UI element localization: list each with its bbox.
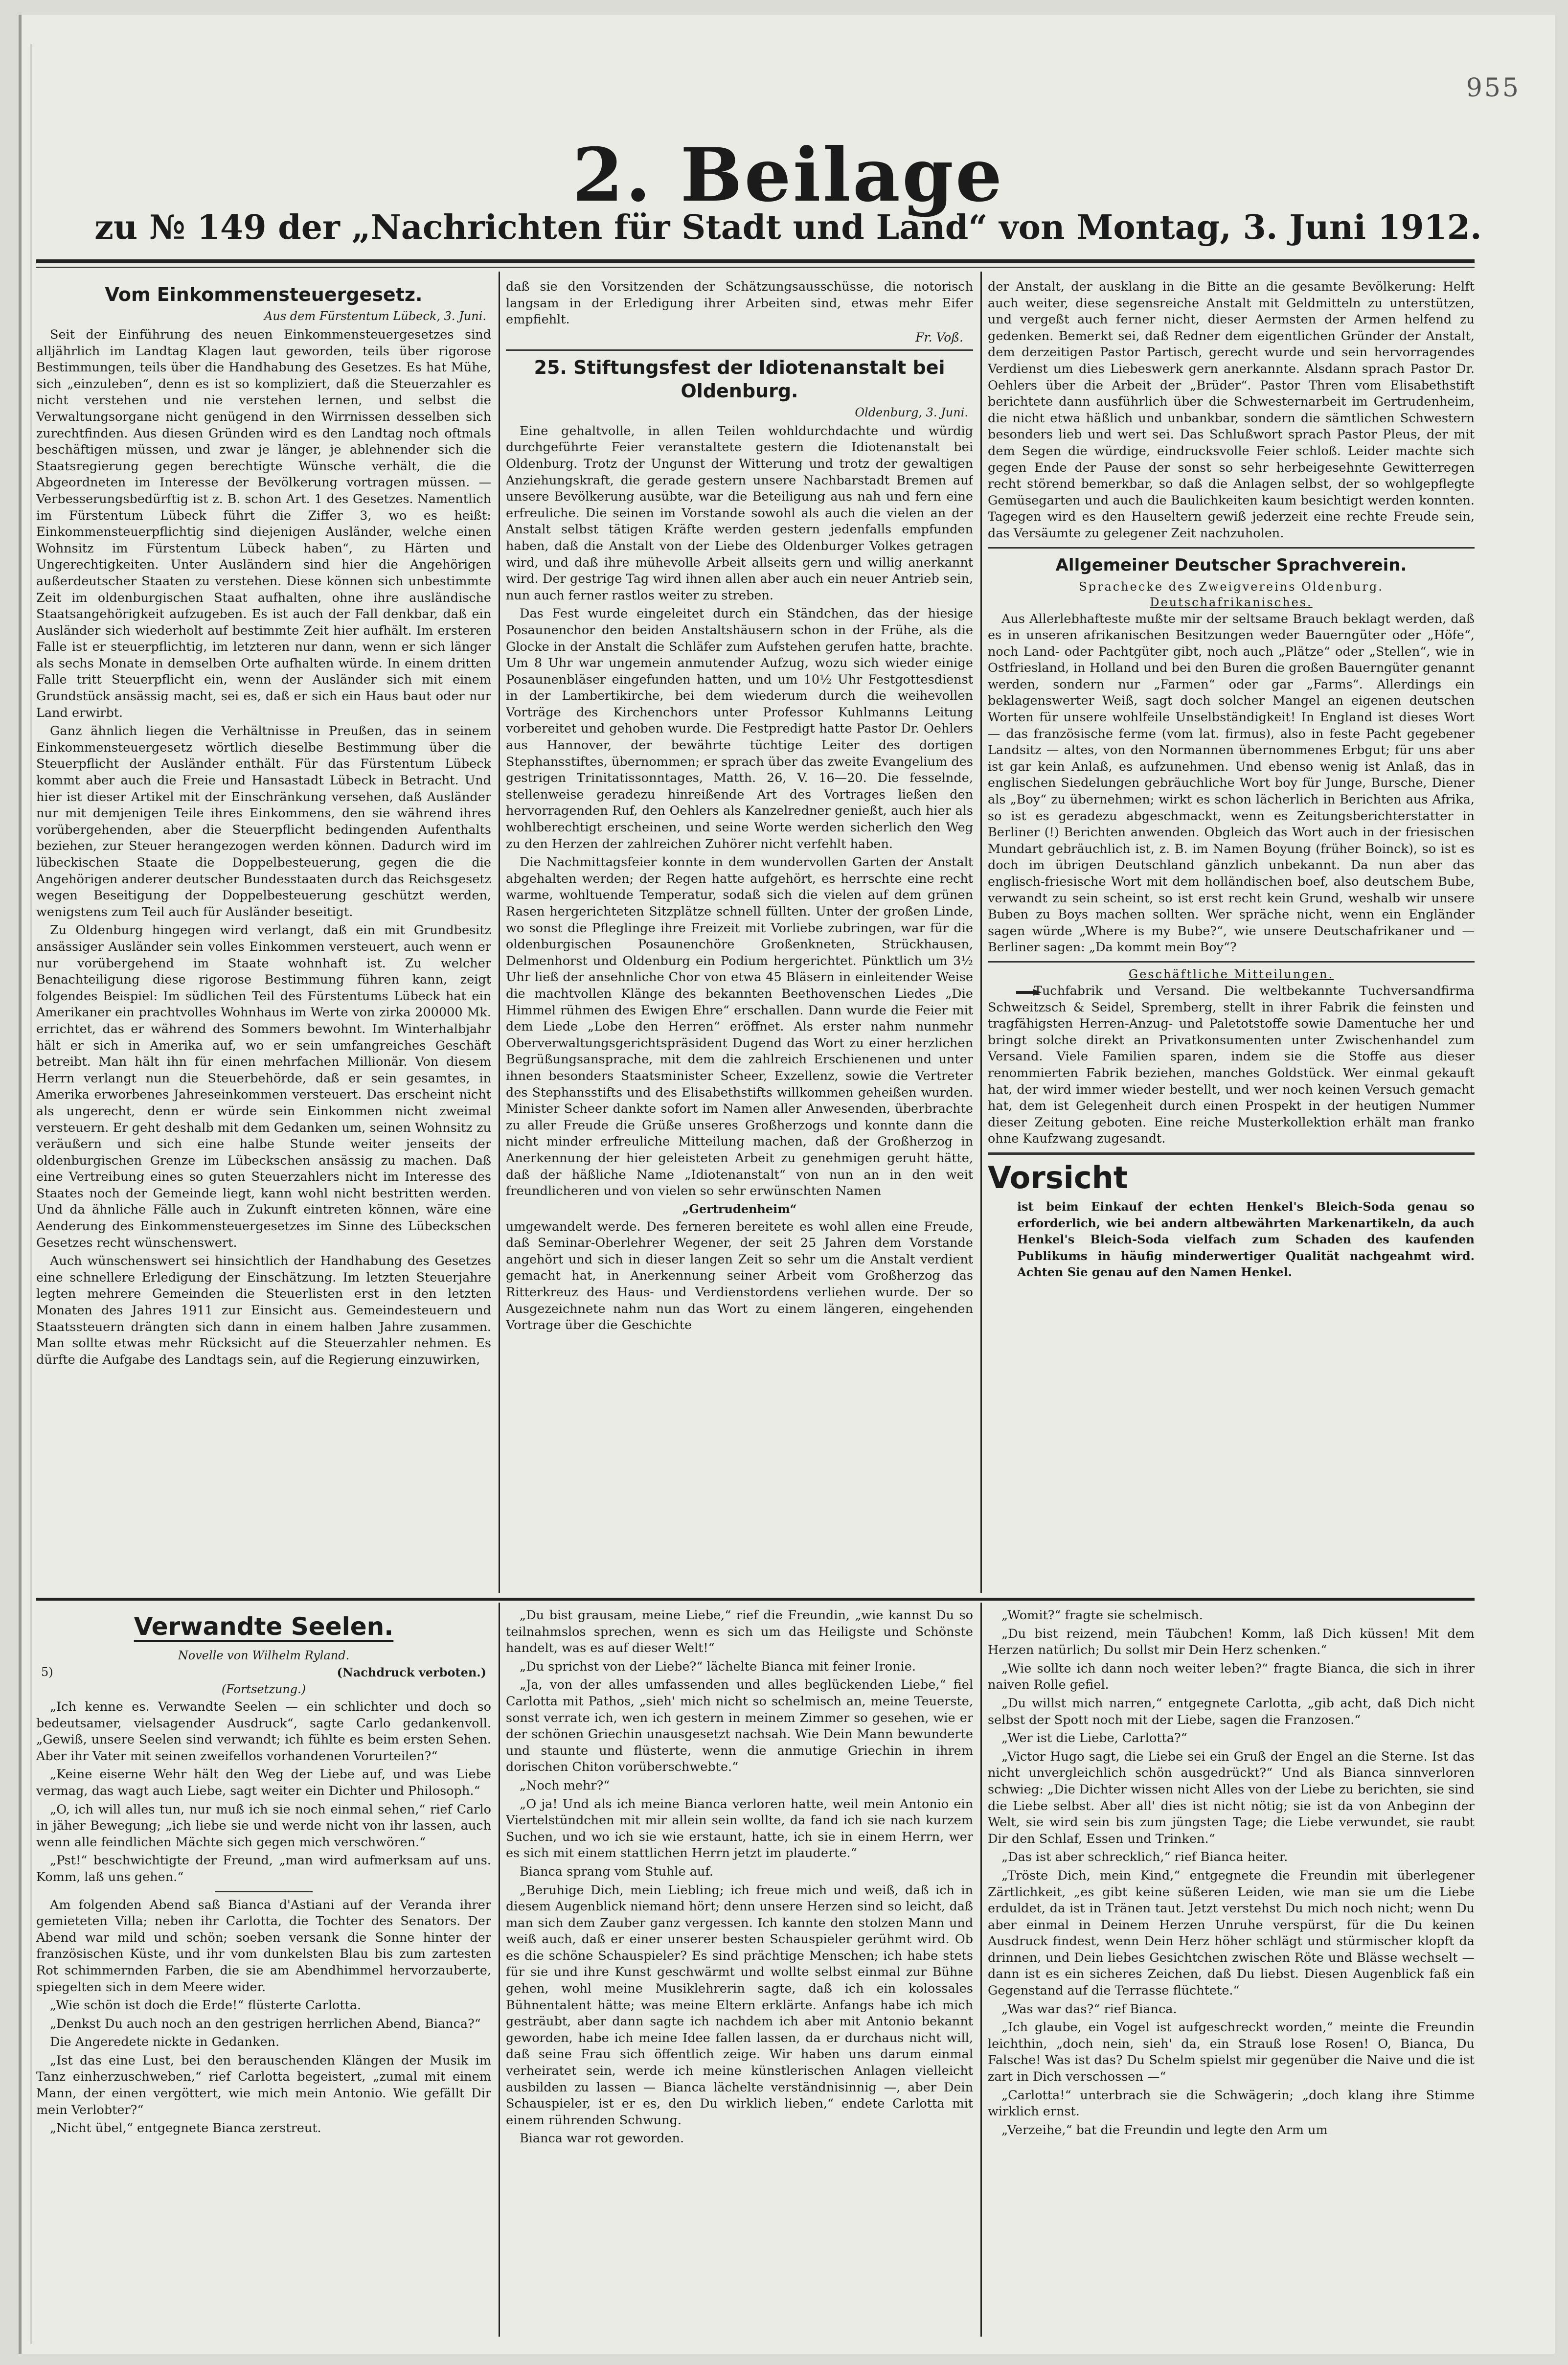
novel-paragraph: „Ich kenne es. Verwandte Seelen — ein schlichter und doch so bedeutsamer, vielsagender Ausdruck“, sagte Carlo gedankenvoll. „Gewiß, unsere Seelen sind verwandt; ich fühlte es beim ersten Sehen. Aber ihr Vater mit seinen zweifellos vorhandenen Vorurteilen?“	[36, 1699, 491, 1764]
novel-paragraph: Bianca sprang vom Stuhle auf.	[520, 1864, 713, 1879]
novel-paragraph: „Nicht übel,“ entgegnete Bianca zerstreut.	[50, 2121, 321, 2136]
article-dateline: Aus dem Fürstentum Lübeck, 3. Juni.	[264, 309, 486, 323]
novel-paragraph: „Ist das eine Lust, bei den berauschenden Klängen der Musik im Tanz einherzuschweben,“ rief Carlotta begeistert, „zumal mit einem Mann, der einen vergöttert, wie mich mein Antonio. Wie gefällt Dir mein Verlobter?“	[36, 2053, 491, 2117]
novel-paragraph: Am folgenden Abend saß Bianca d'Astiani auf der Veranda ihrer gemieteten Villa; neben ihr Carlotta, die Tochter des Senators. Der Abend war mild und schön; soeben versank die Sonne hinter der französischen Küste, und ihr vom dunkelsten Blau bis zum zartesten Rot schimmernden Farben, die sie am Abendhimmel hervorzauberte, spiegelten sich in dem Meere wider.	[36, 1897, 491, 1995]
supplement-subtitle: zu № 149 der „Nachrichten für Stadt und Land“ von Montag, 3. Juni 1912.	[94, 208, 1482, 247]
novel-part: 5)	[41, 1665, 53, 1679]
article-paragraph: Das Fest wurde eingeleitet durch ein Ständchen, das der hiesige Posaunenchor den beiden Anstaltshäusern schon in der Frühe, als die Glocke in der Anstalt die Schläfer zum Aufstehen gerufen hatte, brachte. Um 8 Uhr war ungemein anmutender Aufzug, wozu sich wieder einige Posaunenbläser eingefunden hatten, und um 10½ Uhr Festgottesdienst in der Lambertikirche, bei dem wiederum durch die weihevollen Vorträge des Kirchenchors unter Professor Kuhlmanns Leitung vorbereitet und gehoben wurde. Die Festpredigt hatte Pastor Dr. Oehlers aus Hannover, der bewährte tüchtige Leiter des dortigen Stephansstiftes, übernommen; er sprach über das zweite Evangelium des gestrigen Trinitatissonntages, Matth. 26, V. 16—20. Die fesselnde, stellenweise geradezu hinreißende Art des Vortrages ließen den hervorragenden Ruf, den Oehlers als Kanzelredner genießt, auch hier als wohlberechtigt erscheinen, und seine Worte werden sicherlich den Weg zu den Herzen der zahlreichen Zuhörer nicht verfehlt haben.	[506, 606, 973, 851]
article-paragraph: der Anstalt, der ausklang in die Bitte an die gesamte Bevölkerung: Helft auch weiter, diese segensreiche Anstalt mit Geldmitteln zu unterstützen, und vergeßt auch ferner nicht, dieser Aermsten der Armen helfend zu gedenken. Bemerkt sei, daß Redner dem eigentlichen Gründer der Anstalt, dem derzeitigen Pastor Partisch, gerecht wurde und sein hervorragendes Verdienst um dies Liebeswerk gern anerkannte. Alsdann sprach Pastor Dr. Oehlers über die Arbeit der „Brüder“. Pastor Thren vom Elisabethstift berichtete dann ausführlich über die Schwesternarbeit im Gertrudenheim, die nicht etwa häßlich und unbankbar, sondern die sämtlichen Schwestern besonders lieb und wert sei. Das Schlußwort sprach Pastor Pleus, der mit dem Segen die würdige, eindrucksvolle Feier schloß. Leider machte sich gegen Ende der Pause der sonst so sehr herbeigesehnte Gewitterregen recht störend bemerkbar, so daß die Anlagen selbst, der so wohlgepflegte Gemüsegarten und auch die Baulichkeiten kaum besichtigt werden konnten. Tagegen wird es den Hauseltern gewiß jederzeit eine rechte Freude sein, das Versäumte zu gelegener Zeit nachzuholen.	[988, 279, 1475, 541]
article-paragraph: Eine gehaltvolle, in allen Teilen wohldurchdachte und würdig durchgeführte Feier veranstaltete gestern die Idiotenanstalt bei Oldenburg. Trotz der Ungunst der Witterung und trotz der gewaltigen Anziehungskraft, die gerade gestern unsere Nachbarstadt Bremen auf unsere Bevölkerung ausübte, war die Beteiligung aus nah und fern eine erfreuliche. Die seinen im Vorstande sowohl als auch die vielen an der Anstalt selbst tätigen Kräfte werden gestern jedenfalls empfunden haben, daß die Anstalt von der Liebe des Oldenburger Volkes getragen wird, und daß ihre mühevolle Arbeit allseits gern und willig anerkannt wird. Der gestrige Tag wird ihnen allen aber auch ein neuer Antrieb sein, nun auch ferner rastlos weiter zu streben.	[506, 423, 973, 603]
article-paragraph: Seit der Einführung des neuen Einkommensteuergesetzes sind alljährlich im Landtag Klagen laut geworden, teils über rigorose Bestimmungen, teils über die Handhabung des Gesetzes. Es hat Mühe, sich „einzuleben“, denn es ist so kompliziert, daß die Steuerzahler es nicht verstehen und nie verstehen lernen, und selbst die Verwaltungsorgane nicht genügend in den Wirrnissen desselben sich zurechtfinden. Aus diesen Gründen wird es den Landtag noch oftmals beschäftigen müssen, und zwar je länger, je ablehnender sich die Staatsregierung gegen berechtigte Wünsche verhält, die die Abgeordneten im Interesse der Bevölkerung vortragen müssen. — Verbesserungsbedürftig ist z. B. schon Art. 1 des Gesetzes. Namentlich im Fürstentum Lübeck führt die Ziffer 3, wo es heißt: Einkommensteuerpflichtig sind diejenigen Ausländer, welche einen Wohnsitz im Fürstentum Lübeck haben“, zu Härten und Ungerechtigkeiten. Unter Ausländern sind hier die Angehörigen außerdeutscher Staaten zu verstehen. Diese können sich unbestimmte Zeit im oldenburgischen Staat aufhalten, ohne ihre ausländische Staatsangehörigkeit aufzugeben. Es ist auch der Fall denkbar, daß ein Ausländer sich wiederholt auf bestimmte Zeit hier aufhält. Im ersteren Falle ist er steuerpflichtig, im letzteren nur dann, wenn er sich länger als sechs Monate in demselben Orte aufhalten würde. In einem dritten Falle tritt Steuerpflicht ein, wenn der Ausländer sich mit einem Grundstück ansässig macht, sei es, daß er sich ein Haus baut oder nur Land erwirbt.	[36, 327, 491, 720]
header-rule-thin	[36, 267, 1475, 268]
article-paragraph: Die Nachmittagsfeier konnte in dem wundervollen Garten der Anstalt abgehalten werden; der Regen hatte aufgehört, es herrschte eine recht warme, wohltuende Temperatur, sodaß sich die vielen auf dem grünen Rasen hergerichteten Sitzplätze schnell füllten. Unter der großen Linde, wo sonst die Pfleglinge ihre Freizeit mit Vorliebe zubringen, war für die oldenburgischen Posaunenchöre Großenkneten, Strückhausen, Delmenhorst und Oldenburg ein Podium hergerichtet. Pünktlich um 3½ Uhr ließ der ansehnliche Chor von etwa 45 Bläsern in einleitender Weise die machtvollen Klänge des bekannten Beethovenschen Liedes „Die Himmel rühmen des Ewigen Ehre“ erschallen. Dann wurde die Feier mit dem Liede „Lobe den Herren“ eröffnet. Als erster nahm nunmehr Oberverwaltungsgerichtspräsident Dugend das Wort zu einer herzlichen Begrüßungsansprache, mit dem die zahlreich Erschienenen und unter ihnen besonders Staatsminister Scheer, Exzellenz, sowie die Vertreter des Stephansstifts und des Elisabethstifts willkommen geheißen wurden. Minister Scheer dankte sofort im Namen aller Anwesenden, überbrachte zu aller Freude die Grüße unseres Großherzogs und konnte dann die nicht minder erfreuliche Mitteilung machen, daß der Großherzog in Anerkennung der hier geleisteten Arbeit zu genehmigen geruht hätte, daß der häßliche Name „Idiotenanstalt“ von nun an in den weit freundlicheren und von vielen so sehr erwünschten Namen	[506, 855, 973, 1199]
novel-paragraph: „Tröste Dich, mein Kind,“ entgegnete die Freundin mit überlegener Zärtlichkeit, „es gibt keine süßeren Leiden, wie man sie um die Liebe erduldet, da ist in Tränen taut. Jetzt verstehst Du mich noch nicht; wenn Du aber einmal in Deinem Herzen Unruhe verspürst, für die Du keinen Ausdruck findest, wenn Dein Herz höher schlägt und stürmischer klopft da drinnen, und Dein liebes Gesichtchen zwischen Röte und Blässe wechselt — dann ist es ein sicheres Zeichen, daß Du liebst. Diesen Augenblick faß ein Gegenstand auf die Terrasse flüchtete.“	[988, 1868, 1475, 1998]
novel-paragraph: „Carlotta!“ unterbrach sie die Schwägerin; „doch klang ihre Stimme wirklich ernst.	[988, 2088, 1475, 2119]
header-rule	[36, 259, 1475, 263]
novel-paragraph: „Keine eiserne Wehr hält den Weg der Liebe auf, und was Liebe vermag, das wagt auch Liebe, sagt weiter ein Dichter und Philosoph.“	[36, 1767, 491, 1798]
novel-column-c	[988, 1607, 1475, 2337]
novel-paragraph: „Ja, von der alles umfassenden und alles beglückenden Liebe,“ fiel Carlotta mit Pathos, „sieh' mich nicht so schelmisch an, meine Teuerste, sonst verrate ich, wen ich gestern in meinem Zimmer so gesehen, wie er der schönen Griechin unausgesetzt nachsah. Wie Dein Mann bewunderte und staunte und flüsterte, wenn die anmutige Griechin in ihrem dorischen Chiton vorüberschwebte.“	[506, 1677, 973, 1775]
vorsicht-title: Vorsicht	[988, 1159, 1128, 1195]
novel-column-b	[506, 1607, 973, 2337]
novel-paragraph: „O ja! Und als ich meine Bianca verloren hatte, weil mein Antonio ein Viertelstündchen mit mir allein sein wollte, da fand ich sie nach kurzem Suchen, und wo ich sie wie erstaunt, hatte, ich sie in einem Herrn, wer es sich mit einem stattlichen Herrn jetzt im plauderte.“	[506, 1796, 973, 1861]
column-divider	[980, 272, 982, 1593]
scene-break	[215, 1891, 313, 1892]
novel-byline: Novelle von Wilhelm Ryland.	[178, 1649, 350, 1662]
column-divider	[499, 1603, 500, 2337]
novel-paragraph: „Denkst Du auch noch an den gestrigen herrlichen Abend, Bianca?“	[50, 2016, 481, 2031]
novel-reprint-notice: (Nachdruck verboten.)	[337, 1665, 486, 1679]
page-number: 955	[1466, 73, 1521, 103]
article-title: 25. Stiftungsfest der Idiotenanstalt bei Oldenburg.	[534, 356, 945, 402]
novel-paragraph: „Verzeihe,“ bat die Freundin und legte den Arm um	[1001, 2122, 1328, 2137]
novel-paragraph: „O, ich will alles tun, nur muß ich sie noch einmal sehen,“ rief Carlo in jäher Bewegung; „ich liebe sie und werde nicht von ihr lassen, auch wenn alle feindlichen Mächte sich gegen mich verschwören.“	[36, 1802, 491, 1850]
novel-continued: (Fortsetzung.)	[221, 1682, 306, 1696]
article-title: Vom Einkommensteuergesetz.	[105, 284, 423, 305]
novel-paragraph: „Du willst mich narren,“ entgegnete Carlotta, „gib acht, daß Dich nicht selbst der Spott noch mit der Liebe, sagen die Franzosen.“	[988, 1696, 1475, 1727]
vorsicht-text: ist beim Einkauf der echten Henkel's Bleich-Soda genau so erforderlich, wie bei andern altbewährten Markenartikeln, da auch Henkel's Bleich-Soda vielfach zum Schaden des kaufenden Publikums in häufig minderwertiger Qualität nachgeahmt wird. Achten Sie genau auf den Namen Henkel.	[1017, 1199, 1475, 1280]
article-dateline: Oldenburg, 3. Juni.	[855, 405, 968, 419]
article-paragraph: Aus Allerlebhafteste mußte mir der seltsame Brauch beklagt werden, daß es in unseren afrikanischen Besitzungen weder Bauerngüter oder „Höfe“, noch Land- oder Pachtgüter gibt, noch auch „Plätze“ oder „Stellen“, wie in Ostfriesland, in Holland und bei den Buren die großen Bauerngüter genannt werden, sondern nur „Farmen“ oder gar „Farms“. Allerdings ein beklagenswerter Weiß, sagt doch solcher Mangel an eigenen deutschen Worten für unsere wohlfeile Unselbständigkeit! In England ist dieses Wort — das französische ferme (vom lat. firmus), also in feste Pacht gegebener Landsitz — altes, von den Normannen übernommenes Erbgut; für uns aber ist gar kein Anlaß, es aufzunehmen. Und ebenso wenig ist Anlaß, das in englischen Siedelungen gebräuchliche Wort boy für Junge, Bursche, Diener als „Boy“ zu übernehmen; wirkt es schon lächerlich in Berichten aus Afrika, so ist es geradezu abgeschmackt, wenn es Zeitungsberichterstatter in Berliner (!) Berichten anwenden. Obgleich das Wort auch in der friesischen Mundart gebräuchlich ist, z. B. im Namen Boyung (früher Boinck), so ist es doch im übrigen Deutschland gänzlich unbekannt. Da nun aber das englisch-friesische Wort mit dem holländischen boef, also deutschem Bube, verwandt zu sein scheint, so ist erst recht kein Grund, weshalb wir unsere Buben zu Boys machen sollten. Wer spräche nicht, wenn ein Engländer sagen würde „Where is my Bube?“, wie unsere Deutschafrikaner und — Berliner sagen: „Da kommt mein Boy“?	[988, 611, 1475, 955]
novel-paragraph: „Noch mehr?“	[520, 1778, 610, 1793]
business-notice-text: Tuchfabrik und Versand. Die weltbekannte Tuchversandfirma Schweitzsch & Seidel, Spremberg, stellt in ihrer Fabrik die feinsten und tragfähigsten Herren-Anzug- und Paletotstoffe sowie Damentuche her und bringt solche direkt an Privatkonsumenten unter Zwischenhandel zum Versand. Viele Familien sparen, indem sie die Stoffe aus dieser renommierten Fabrik beziehen, manches Goldstück. Wer einmal gekauft hat, der wird immer wieder bestellt, und wer noch keinen Versuch gemacht hat, dem ist Gelegenheit durch einen Prospekt in der heutigen Nummer dieser Zeitung geboten. Eine reiche Musterkollektion erhält man franko ohne Kaufzwang zugesandt.	[988, 983, 1475, 1147]
supplement-title: 2. Beilage	[572, 132, 1004, 218]
newspaper-page	[19, 15, 1555, 2354]
article-paragraph: Auch wünschenswert sei hinsichtlich der Handhabung des Gesetzes eine schnellere Erledigung der Einschätzung. Im letzten Steuerjahre legten mehrere Gemeinden die Steuerlisten erst in den letzten Monaten des Jahres 1911 zur Einsicht aus. Gemeindesteuern und Staatssteuern drängten sich dann in einem halben Jahre zusammen. Man sollte etwas mehr Rücksicht auf die Steuerzahler nehmen. Es dürfte die Aufgabe des Landtags sein, auf die Regierung einzuwirken,	[36, 1254, 491, 1367]
continued-paragraph: daß sie den Vorsitzenden der Schätzungsausschüsse, die notorisch langsam in der Erledigung ihrer Arbeiten sind, etwas mehr Eifer empfiehlt.	[506, 279, 973, 327]
column-three	[988, 279, 1475, 1590]
article-stiftungsfest	[506, 279, 973, 1590]
novel-paragraph: „Wie sollte ich dann noch weiter leben?“ fragte Bianca, die sich in ihrer naiven Rolle gefiel.	[988, 1661, 1475, 1693]
article-paragraph: umgewandelt werde. Des ferneren bereitete es wohl allen eine Freude, daß Seminar-Oberlehrer Wegener, der seit 25 Jahren dem Vorstande angehört und sich in dieser langen Zeit so sehr um die Anstalt verdient gemacht hat, in Anerkennung seiner Arbeit vom Großherzog das Ritterkreuz des Haus- und Verdienstordens verliehen wurde. Der so Ausgezeichnete nahm nun das Wort zu einem längeren, eingehenden Vortrage über die Geschichte	[506, 1219, 973, 1333]
business-notice	[988, 983, 1475, 1148]
novel-paragraph: „Du sprichst von der Liebe?“ lächelte Bianca mit feiner Ironie.	[520, 1659, 916, 1674]
binding-edge	[30, 44, 32, 2344]
new-institution-name: „Gertrudenheim“	[682, 1201, 797, 1216]
novel-paragraph: „Ich glaube, ein Vogel ist aufgeschreckt worden,“ meinte die Freundin leichthin, „doch nein, sieh' da, ein Strauß lose Rosen! O, Bianca, Du Falsche! Was ist das? Du Schelm spielst mir gegenüber die Naive und die ist zart in Dich verschossen —“	[988, 2020, 1475, 2085]
column-divider	[499, 272, 500, 1593]
novel-paragraph: Bianca war rot geworden.	[520, 2131, 684, 2146]
article-paragraph: Zu Oldenburg hingegen wird verlangt, daß ein mit Grundbesitz ansässiger Ausländer sein volles Einkommen versteuert, auch wenn er nur vorübergehend im Staate wohnhaft ist. Zu welcher Benachteiligung diese rigorose Bestimmung führen kann, zeigt folgendes Beispiel: Im südlichen Teil des Fürstentums Lübeck hat ein Amerikaner ein prachtvolles Wohnhaus im Werte von zirka 200000 Mk. errichtet, das er während des Sommers bewohnt. Im Winterhalbjahr hält er sich in Amerika auf, wo er sein umfangreiches Geschäft betreibt. Man hält ihn für einen mehrfachen Millionär. Von diesem Herrn verlangt nun die Steuerbehörde, daß er sein gesamtes, in Amerika erworbenes Jahreseinkommen versteuert. Das erscheint nicht als ungerecht, denn er würde sein Einkommen nicht zweimal versteuern. Er geht deshalb mit dem Gedanken um, seinen Wohnsitz zu veräußern und sich eine halbe Stunde weiter jenseits der oldenburgischen Grenze im Lübeckschen ansässig zu machen. Daß eine Vertreibung eines so guten Steuerzahlers nicht im Interesse des Staates noch der Gemeinde liegt, kann wohl nicht bestritten werden. Und da ähnliche Fälle auch in Zukunft eintreten können, wäre eine Aenderung des Einkommensteuergesetzes im Sinne des Lübeckschen Gesetzes recht wünschenswert.	[36, 923, 491, 1250]
sprachverein-title: Allgemeiner Deutscher Sprachverein.	[1055, 555, 1407, 575]
novel-paragraph: Die Angeredete nickte in Gedanken.	[50, 2035, 280, 2050]
novel-paragraph: „Pst!“ beschwichtigte der Freund, „man wird aufmerksam auf uns. Komm, laß uns gehen.“	[36, 1853, 491, 1884]
novel-paragraph: „Du bist grausam, meine Liebe,“ rief die Freundin, „wie kannst Du so teilnahmslos sprechen, wenn es sich um das Heiligste und Schönste handelt, was es auf dieser Welt!“	[506, 1608, 973, 1656]
article-separator	[988, 961, 1475, 963]
novel-paragraph: „Wie schön ist doch die Erde!“ flüsterte Carlotta.	[50, 1998, 362, 2013]
section-rule	[36, 1598, 1475, 1601]
business-notices-title: Geschäftliche Mitteilungen.	[1128, 967, 1334, 981]
article-einkommensteuer	[36, 279, 491, 1590]
article-paragraph: Ganz ähnlich liegen die Verhältnisse in Preußen, das in seinem Einkommensteuergesetz wörtlich dieselbe Bestimmung über die Steuerpflicht der Ausländer enthält. Für das Fürstentum Lübeck kommt aber auch die Freie und Hansastadt Lübeck in Betracht. Und hier ist dieser Artikel mit der Einschränkung versehen, daß Ausländer nur mit demjenigen Teile ihres Einkommens, den sie während ihres vorübergehenden, aber die Steuerpflicht bedingenden Aufenthalts beziehen, zur Steuer herangezogen werden können. Dadurch wird im lübeckischen Staate die Doppelbesteuerung, gegen die die Angehörigen anderer deutscher Bundesstaaten durch das Reichsgesetz wegen Beseitigung der Doppelbesteuerung geschützt werden, wenigstens zum Teil auch für Ausländer beseitigt.	[36, 724, 491, 919]
novel-paragraph: „Was war das?“ rief Bianca.	[1001, 2001, 1177, 2017]
novel-paragraph: „Beruhige Dich, mein Liebling; ich freue mich und weiß, daß ich in diesem Augenblick niemand hört; denn unsere Herzen sind so leicht, daß man sich dem Zauber ganz vergessen. Ich kannte den stolzen Mann und weiß auch, daß er einer unserer besten Schauspieler gerühmt wird. Ob es die schöne Schauspieler? Es sind prächtige Menschen; ich habe stets für sie und ihre Kunst geschwärmt und wollte selbst einmal zur Bühne gehen, wohl meine Musiklehrerin sagte, daß ich ein kolossales Bühnentalent hätte; was meine Eltern erklärte. Anfangs habe ich mich gesträubt, aber dann sagte ich nachdem ich aber mit Antonio bekannt geworden, habe ich meine Idee fallen lassen, da er durchaus nicht will, daß seine Frau sich öffentlich zeige. Wir haben uns darum einmal verheiratet sein, werde ich meine künstlerischen Anlagen vielleicht ausbilden zu lassen — Bianca lächelte verständnisinnig —, aber Dein Schauspieler, ist er es, den Du wirklich lieben,“ endete Carlotta mit einem rührenden Schwung.	[506, 1883, 973, 2128]
sprachverein-subtitle: Sprachecke des Zweigvereins Oldenburg.	[1079, 579, 1384, 594]
sprachverein-topic: Deutschafrikanisches.	[1150, 595, 1313, 609]
article-separator	[988, 1152, 1475, 1155]
article-separator	[506, 349, 973, 351]
novel-paragraph: „Womit?“ fragte sie schelmisch.	[1001, 1608, 1203, 1623]
novel-paragraph: „Wer ist die Liebe, Carlotta?“	[1001, 1731, 1187, 1746]
article-separator	[988, 547, 1475, 549]
novel-column-a	[36, 1607, 491, 2337]
novel-paragraph: „Du bist reizend, mein Täubchen! Komm, laß Dich küssen! Mit dem Herzen natürlich; Du sollst mir Dein Herz schenken.“	[988, 1626, 1475, 1658]
pointing-hand-icon	[1001, 986, 1029, 997]
novel-meta	[41, 1665, 486, 1679]
article-signature: Fr. Voß.	[915, 330, 963, 344]
novel-paragraph: „Victor Hugo sagt, die Liebe sei ein Gruß der Engel an die Sterne. Ist das nicht unvergleichlich schön ausgedrückt?“ Und als Bianca sinnverloren schwieg: „Die Dichter wissen nicht Alles von der Liebe zu berichten, sie sind die Liebe selbst. Aber all' dies ist nicht nötig; sie ist da von Anbeginn der Welt, sie wird sein bis zum jüngsten Tage; die Liebe verwundet, sie raubt Dir den Schlaf, Essen und Trinken.“	[988, 1749, 1475, 1846]
column-divider	[980, 1603, 982, 2337]
novel-title: Verwandte Seelen.	[134, 1612, 394, 1641]
novel-paragraph: „Das ist aber schrecklich,“ rief Bianca heiter.	[1001, 1850, 1288, 1865]
